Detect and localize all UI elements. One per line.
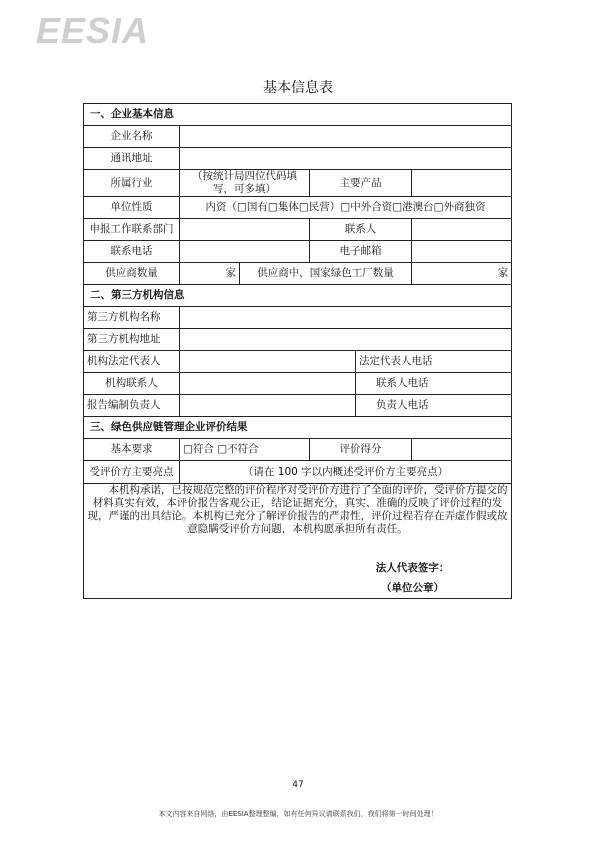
contact-dept-field[interactable] (180, 219, 310, 241)
industry-label: 所属行业 (84, 170, 180, 197)
section-third-party-heading: 二、第三方机构信息 (84, 285, 512, 307)
third-party-address-field[interactable] (180, 329, 512, 351)
email-label: 电子邮箱 (310, 241, 412, 263)
supplier-count-label: 供应商数量 (84, 263, 180, 285)
seal-label: （单位公章） (381, 582, 445, 594)
third-party-name-label: 第三方机构名称 (84, 307, 180, 329)
legal-rep-phone-label: 法定代表人电话 (356, 351, 512, 373)
agency-contact-field[interactable] (180, 373, 356, 395)
phone-label: 联系电话 (84, 241, 180, 263)
agency-contact-label: 机构联系人 (84, 373, 180, 395)
green-factory-label: 供应商中，国家绿色工厂数量 (240, 263, 412, 285)
email-field[interactable] (412, 241, 512, 263)
legal-rep-label: 机构法定代表人 (84, 351, 180, 373)
report-lead-field[interactable] (180, 395, 356, 417)
highlights-label: 受评价方主要亮点 (84, 461, 180, 484)
contact-person-field[interactable] (412, 219, 512, 241)
legal-rep-field[interactable] (180, 351, 356, 373)
signature-label: 法人代表签字： (375, 562, 450, 574)
nature-options[interactable]: 内资（□国有□集体□民营）□中外合资□港澳台□外商独资 (180, 197, 512, 219)
compliance-options[interactable]: □符合 □不符合 (180, 439, 310, 461)
report-lead-label: 报告编制负责人 (84, 395, 180, 417)
section-evaluation-heading: 三、绿色供应链管理企业评价结果 (84, 417, 512, 439)
contact-dept-label: 申报工作联系部门 (84, 219, 180, 241)
score-field[interactable] (412, 439, 512, 461)
page-title: 基本信息表 (263, 80, 333, 96)
enterprise-name-label: 企业名称 (84, 126, 180, 148)
eesia-logo: EESIA (36, 10, 150, 51)
agency-contact-phone-label: 联系人电话 (356, 373, 512, 395)
nature-label: 单位性质 (84, 197, 180, 219)
industry-field[interactable]: （按统计局四位代码填写，可多填） (180, 170, 310, 197)
third-party-name-field[interactable] (180, 307, 512, 329)
footer-note: 本文内容来自网络，由EESIA整理整编，如有任何异议请联系我们，我们将第一时间处理！ (158, 810, 438, 818)
page-number: 47 (292, 780, 304, 790)
enterprise-address-label: 通讯地址 (84, 148, 180, 170)
enterprise-name-field[interactable] (180, 126, 512, 148)
declaration-text: 本机构承诺，已按规范完整的评价程序对受评价方进行了全面的评价，受评价方提交的材料真实有效，本评价报告客观公正，结论证据充分，真实、准确的反映了评价过程的发现，严谨的出具结论。本机构已充分了解评价报告的严肃性，评价过程若存在弄虚作假或故意隐瞒受评价方问题，本机构愿承担所有责任。 (87, 484, 508, 535)
basic-req-label: 基本要求 (84, 439, 180, 461)
lead-phone-label: 负责人电话 (356, 395, 512, 417)
supplier-count-field[interactable]: 家 (180, 263, 240, 285)
declaration-box (84, 484, 512, 599)
contact-person-label: 联系人 (310, 219, 412, 241)
phone-field[interactable] (180, 241, 310, 263)
section-enterprise-heading: 一、企业基本信息 (84, 104, 512, 126)
third-party-address-label: 第三方机构地址 (84, 329, 180, 351)
basic-info-table (83, 103, 512, 599)
score-label: 评价得分 (310, 439, 412, 461)
product-field[interactable] (412, 170, 512, 197)
highlights-field[interactable]: （请在 100 字以内概述受评价方主要亮点） (180, 461, 512, 484)
green-factory-count-field[interactable]: 家 (412, 263, 512, 285)
enterprise-address-field[interactable] (180, 148, 512, 170)
product-label: 主要产品 (310, 170, 412, 197)
